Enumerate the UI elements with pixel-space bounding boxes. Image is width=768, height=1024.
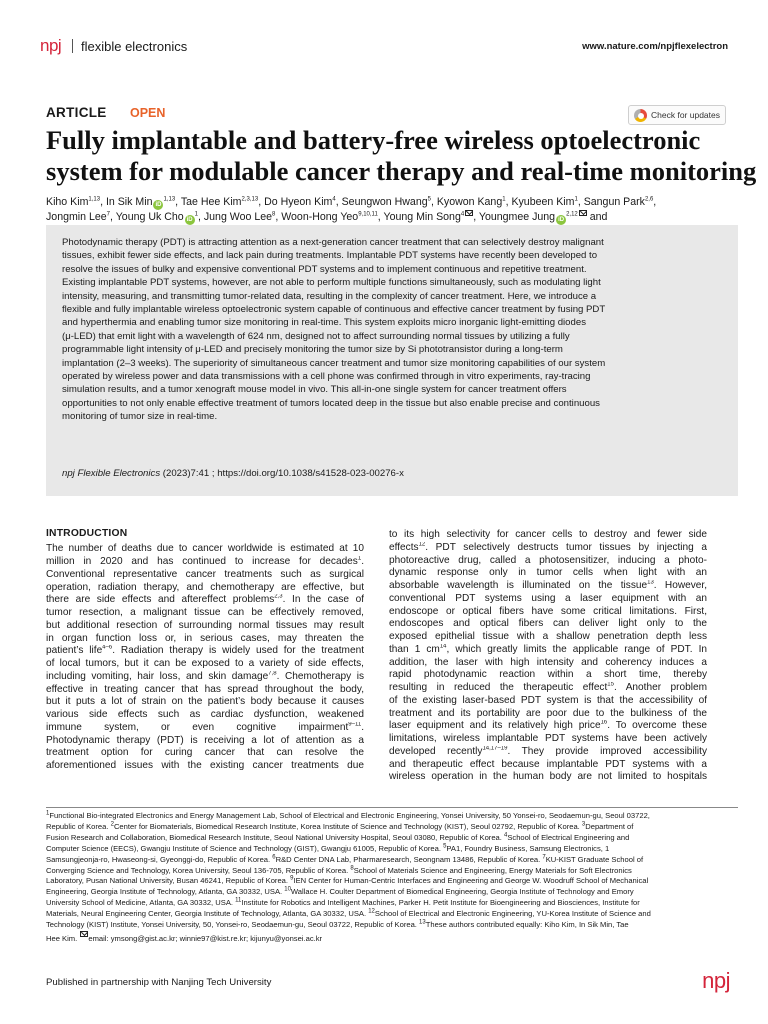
text-run: effective in treating cancer that has spread throughout the body, (46, 683, 364, 695)
text-run: , which greatly limits the applicable range of PDT. In (446, 643, 707, 655)
intro-right-text (389, 529, 707, 784)
abstract-line: simulation results, and a tumor xenograft mouse model in vivo. This all-in-one single system for cancer treatment offers (62, 384, 567, 396)
text-line (46, 760, 364, 773)
text-run: Photodynamic therapy (PDT) is receiving a lot of attention as a (46, 734, 364, 746)
reference-superscript[interactable]: 9,10,11 (358, 211, 378, 218)
text-run: Wallace H. Coulter Department of Biomedical Engineering, Georgia Institute of Technology and Emory (290, 887, 634, 897)
abstract-line: tissues, exhibit fewer side effects, and lack pain during treatments. Implantable PDT systems have recently been developed to (62, 250, 598, 262)
text-line (389, 669, 707, 682)
text-run: , Seungwon Hwang (335, 196, 428, 208)
text-run: , Tae Hee Kim (175, 196, 242, 208)
reference-superscript[interactable]: 5 (427, 196, 431, 203)
text-line (46, 709, 364, 722)
text-run: laser equipment and its relatively high price (389, 720, 601, 732)
reference-superscript[interactable]: 12 (418, 541, 426, 548)
text-run: aforementioned issues with the existing cancer treatments due (46, 760, 364, 771)
text-run: developed recently (389, 745, 483, 757)
reference-superscript[interactable]: 14,17–19 (482, 745, 508, 752)
text-line (46, 722, 364, 735)
text-line (389, 631, 707, 644)
footnote-line (46, 909, 738, 920)
text-run: tumor resection, a malignant tissue can be effectively removed, (46, 607, 364, 618)
abstract-line: programmable light intensity of μ-LED and precisely monitoring the tumor size by Si phototransistor during a long-term (62, 344, 563, 356)
citation-line (62, 468, 404, 479)
text-run: PA1, Foundry Business, Samsung Electronics, 1 (446, 843, 610, 853)
article-type-row (46, 105, 726, 125)
text-run: , Young Min Song (377, 211, 461, 223)
text-run: endoscope or optical fibers have some critical limitations. First, (389, 605, 707, 617)
article-title (46, 125, 757, 187)
text-run: treatment option for curing cancer that can resolve the (46, 747, 364, 759)
reference-superscript[interactable]: 2,3 (274, 594, 283, 600)
text-run: patient’s life (46, 645, 103, 657)
citation-journal: npj Flexible Electronics (62, 468, 161, 479)
reference-superscript[interactable]: 7 (106, 211, 111, 218)
intro-right-column (389, 529, 707, 784)
footnote-line (46, 844, 738, 855)
text-line (389, 555, 707, 568)
reference-superscript[interactable]: 3 (581, 821, 586, 828)
check-updates-label: Check for updates (651, 110, 720, 120)
text-run: . (361, 721, 364, 733)
reference-superscript[interactable]: 7 (542, 854, 546, 861)
journal-name[interactable]: flexible electronics (81, 39, 188, 54)
text-run: , Kyowon Kang (430, 196, 503, 208)
text-run: Functional Bio-integrated Electronics and Energy Management Lab, School of Electrical and Electronic Engineering, Yonsei University, 50 Yonsei-ro, Seodaemun-gu, Seoul 03722, (49, 811, 650, 820)
text-run: School of Electrical Engineering and (507, 832, 630, 842)
text-line (46, 645, 364, 658)
text-line (46, 556, 364, 569)
text-run: endoscopes and optical fibers can deliver light only to the (389, 618, 707, 630)
text-run: photoreactive drug, called a photosensitizer, inducing a photo- (389, 554, 707, 566)
reference-superscript[interactable]: 4 (503, 832, 508, 839)
reference-superscript[interactable]: 4–6 (102, 645, 113, 651)
reference-superscript[interactable]: 9 (290, 875, 294, 882)
text-run: than 1 cm (389, 643, 440, 655)
affiliations-footnotes (46, 811, 738, 945)
publisher-partner-note: Published in partnership with Nanjing Tech University (46, 977, 272, 988)
footnote-line (46, 866, 738, 877)
reference-superscript[interactable]: 2,3,13 (241, 196, 259, 203)
reference-superscript[interactable]: 1,13 (88, 196, 101, 203)
reference-superscript[interactable]: 4 (332, 196, 336, 203)
title-line: Fully implantable and battery-free wireless optoelectronic (46, 125, 701, 155)
text-run: R&D Center DNA Lab, Pharmaresearch, Seongnam 13486, Republic of Korea. (275, 854, 543, 864)
reference-superscript[interactable]: 1,13 (163, 196, 176, 203)
text-run: absorbable wavelength is illuminated on the tissue (389, 580, 648, 591)
reference-superscript[interactable]: 1 (357, 556, 362, 562)
text-run: and (586, 211, 608, 223)
text-line (389, 695, 707, 708)
reference-superscript[interactable]: 13 (419, 919, 426, 926)
footnote-line (46, 876, 738, 887)
reference-superscript[interactable]: 10 (284, 886, 291, 893)
check-updates-icon (634, 109, 647, 122)
reference-superscript[interactable]: 6 (272, 854, 276, 861)
text-run: , In Sik Min (100, 196, 153, 208)
text-run: in organ function loss or, in serious cases, may threaten the (46, 632, 364, 644)
text-run: of the existing laser-based PDT system is that the accessibility of (389, 694, 707, 706)
text-line (389, 720, 707, 733)
text-run: dynamic response only in tumor cells when light with an (389, 567, 707, 579)
text-line (46, 607, 364, 620)
text-run: exposed epithelial tissue with a shallow penetration depth less (389, 631, 707, 642)
text-line (46, 569, 364, 582)
abstract-line: resolve the issues of bulky and expensive conventional PDT systems and to implement continuous and repetitive treatment. (62, 263, 587, 275)
reference-superscript[interactable]: 2 (110, 821, 114, 828)
reference-superscript[interactable]: 9–11 (348, 721, 362, 728)
text-run: , Woon-Hong Yeo (275, 211, 359, 223)
text-run: , Youngmee Jung (473, 211, 556, 223)
text-line (46, 658, 364, 671)
journal-header (40, 36, 728, 56)
title-line: system for modulable cancer therapy and real-time monitoring (46, 156, 757, 186)
text-line (389, 542, 707, 555)
text-run: rapid photodynamic reaction within a short time, thereby (389, 669, 707, 681)
text-run: School of Electrical and Electronic Engineering, YU-Korea Institute of Science and (374, 909, 651, 919)
text-run: Department of (585, 821, 634, 831)
author-line (46, 210, 736, 225)
text-line (389, 606, 707, 619)
reference-superscript[interactable]: 8 (350, 865, 354, 871)
text-line (389, 618, 707, 631)
reference-superscript[interactable]: 2,12 (566, 211, 578, 218)
text-run: Computer Science (EECS), Gwangju Institute of Science and Technology (GIST), Gwangju 61005, Republic of Korea. (46, 843, 444, 853)
text-run: including vomiting, hair loss, and skin damage (46, 670, 269, 682)
text-run: million in 2020 and has continued to increase for decades (46, 556, 358, 567)
text-run: to its high selectivity for cancer cells to destroy and fewer side (389, 529, 707, 540)
text-run: email: ymsong@gist.ac.kr; winnie97@kist.re.kr; kijunyu@yonsei.ac.kr (88, 933, 323, 943)
text-line (46, 735, 364, 748)
footnote-line (46, 833, 738, 844)
abstract-line: opportunities to not only enable effective treatment of tumors located deep in the tissue but also enable precise and continuous (62, 397, 600, 409)
text-run: Materials, Neural Engineering Center, Georgia Institute of Technology, Atlanta, GA 30332, USA. (46, 909, 369, 919)
reference-superscript[interactable]: 5 (443, 843, 447, 850)
text-run: Conventional representative cancer treatments such as surgical (46, 568, 364, 580)
text-run: Laboratory, Pusan National University, Busan 46241, Republic of Korea. (46, 876, 291, 886)
reference-superscript[interactable]: 1 (502, 196, 506, 203)
text-line (389, 708, 707, 721)
email-icon[interactable] (80, 931, 88, 937)
orcid-icon[interactable]: iD (558, 217, 565, 223)
reference-superscript[interactable]: 11 (235, 897, 242, 904)
citation-doi-link[interactable]: (2023)7:41 ; https://doi.org/10.1038/s41528-023-00276-x (160, 468, 404, 479)
text-run: operation, radiation therapy, and chemotherapy are effective, but (46, 581, 364, 593)
text-line (389, 529, 707, 542)
text-line (389, 644, 707, 657)
text-line (389, 567, 707, 580)
text-run: , Young Uk Cho (110, 211, 184, 223)
reference-superscript[interactable]: 13 (647, 580, 654, 586)
abstract-text (62, 236, 724, 424)
text-run: , Do Hyeon Kim (258, 196, 333, 208)
footnote-line (46, 887, 738, 898)
reference-superscript[interactable]: 1 (574, 196, 578, 203)
text-run: limitations, wireless implantable PDT systems have been actively (389, 733, 707, 744)
email-icon[interactable] (465, 210, 473, 216)
text-run: resulting in reduced the therapeutic effect (389, 682, 608, 693)
footnote-divider (46, 807, 738, 808)
text-run: School of Materials Science and Engineering, Energy Materials for Soft Electronics (353, 865, 632, 875)
text-run: but it puts a lot of strain on the patient’s body because it causes (46, 696, 364, 708)
text-line (389, 682, 707, 695)
text-run: KU-KIST Graduate School of (545, 854, 644, 864)
text-run: effects (389, 541, 419, 553)
text-line (389, 657, 707, 670)
orcid-icon[interactable]: iD (155, 202, 162, 208)
text-line (389, 759, 707, 772)
article-type-label: ARTICLE (46, 105, 107, 120)
footnote-line (46, 920, 738, 931)
check-for-updates-button[interactable] (628, 105, 726, 125)
text-run: , (653, 196, 657, 208)
text-line (46, 671, 364, 684)
text-run: . To overcome these (607, 720, 707, 732)
text-line (389, 733, 707, 746)
reference-superscript[interactable]: 2,6 (644, 196, 654, 203)
text-line (46, 696, 364, 709)
text-run: Institute for Robotics and Intelligent Machines, Parker H. Petit Institute for Bioengineering and Biosciences, Institute for (241, 898, 640, 908)
text-run: various side effects such as cardiac dysfunction, weakened (46, 709, 364, 720)
abstract-line: implantation (2–3 weeks). The superiority of simultaneous cancer treatment and tumor size monitoring capabilities of our system (62, 357, 606, 369)
abstract-line: and hyperthermia and enabling tumor size monitoring in real-time. This system exploits micro inorganic light-emitting diodes (62, 317, 586, 329)
footnote-line (46, 855, 738, 866)
abstract-line: Photodynamic therapy (PDT) is attracting attention as a next-generation cancer treatment that can selectively destroy malignant (62, 237, 604, 248)
reference-superscript[interactable]: 14 (439, 643, 447, 650)
text-run: conventional PDT systems using a laser equipment with an (389, 592, 707, 604)
abstract-line: monitoring of tumor size in real-time. (62, 411, 218, 423)
text-run: wireless operation in the human body are not limited to hospitals (389, 771, 707, 783)
text-run: Kiho Kim (46, 196, 89, 208)
text-run: Center for Biomaterials, Biomedical Research Institute, Korea Institute of Science and Technology (KIST), Seoul 02792, Republic of Korea. (113, 821, 582, 831)
text-run: . They provide improved accessibility (507, 745, 707, 757)
text-run: University School of Medicine, Atlanta, GA 30332, USA. (46, 898, 236, 908)
text-run: Republic of Korea. (46, 821, 111, 831)
text-run: . (361, 556, 364, 567)
open-access-badge: OPEN (130, 106, 166, 120)
text-run: . Radiation therapy is widely used for the treatment (112, 645, 364, 657)
text-line (46, 747, 364, 760)
footnote-line (46, 822, 738, 833)
abstract-line: intensity, measuring, and transmitting tumor-related data, resulting in the complexity of cancer treatment. Here, we introduce a (62, 290, 597, 302)
footnote-line (46, 898, 738, 909)
reference-superscript[interactable]: 16 (600, 720, 608, 726)
text-line (389, 746, 707, 759)
journal-url-link[interactable]: www.nature.com/npjflexelectron (582, 41, 728, 52)
text-run: These authors contributed equally: Kiho Kim, In Sik Min, Tae (425, 920, 629, 930)
text-run: . PDT selectively destructs tumor tissues by injecting a (425, 541, 707, 553)
text-run: IEN Center for Human-Centric Interfaces and Engineering and George W. Woodruff School of Mechanical (293, 876, 649, 886)
text-run: there are side effects and aftereffect problems (46, 594, 275, 606)
footnote-line (46, 811, 738, 822)
npj-logo[interactable]: npj (40, 36, 62, 55)
reference-superscript[interactable]: 15 (607, 682, 614, 688)
text-run: immune system, or even cognitive impairment (46, 721, 349, 733)
text-run: , Jung Woo Lee (197, 211, 272, 223)
text-line (389, 771, 707, 784)
text-run: Converging Science and Technology, Korea University, Seoul 136-705, Republic of Korea. (46, 865, 351, 875)
email-icon[interactable] (579, 210, 587, 216)
reference-superscript[interactable]: 1 (46, 810, 50, 817)
text-run: Technology (KIST) Institute, Yonsei University, 50, Yonsei-ro, Seodaemun-gu, Seoul 03722, Republic of Korea. (46, 920, 420, 930)
abstract-line: Existing implantable PDT systems, however, are not able to perform multiple functions simultaneously, such as modulating light (62, 277, 601, 289)
reference-superscript[interactable]: 1 (194, 211, 198, 218)
orcid-icon[interactable]: iD (186, 217, 193, 223)
reference-superscript[interactable]: 8 (272, 211, 276, 218)
text-line (389, 593, 707, 606)
text-run: , Kyubeen Kim (505, 196, 575, 208)
abstract-line: operated by wireless power and data transmissions with a cell phone was confirmed through in vitro experiments, ray-tracing (62, 371, 591, 383)
text-run: . In the case of (282, 594, 364, 606)
text-run: treatment and its portability are poor due to the bulkiness of the (389, 707, 707, 719)
section-heading-introduction: INTRODUCTION (46, 528, 128, 539)
text-run: Samsungjeonja-ro, Hwaseong-si, Gyeonggi-do, Republic of Korea. (46, 854, 273, 864)
reference-superscript[interactable]: 7,8 (268, 670, 277, 677)
text-run: but additional resection of surrounding normal tissues may result (46, 619, 364, 631)
text-run: , Sangun Park (577, 196, 645, 208)
text-line (46, 620, 364, 633)
text-run: Fusion Research and Collaboration, Biomedical Research Institute, Seoul National University Hospital, Seoul 03080, Republic of Korea. (46, 832, 504, 842)
intro-left-column (46, 528, 364, 773)
footnote-line (46, 931, 738, 945)
intro-left-text (46, 543, 364, 773)
author-line (46, 195, 736, 210)
text-run: Hee Kim. (46, 933, 80, 943)
abstract-line: (μ-LED) that emit light with a wavelength of 624 nm, designed not to affect surrounding normal tissues by utilizing a fully (62, 330, 570, 342)
text-run: of local tumors, but it can be exposed to a variety of side effects, (46, 658, 364, 669)
text-run: and therapeutic effect because implantable PDT systems with a (389, 758, 707, 770)
text-line (46, 594, 364, 607)
text-run: Jongmin Lee (46, 211, 107, 223)
text-run: addition, the laser with high intensity and coherency induces a (389, 656, 707, 668)
text-run: . Another problem (613, 682, 707, 693)
reference-superscript[interactable]: 12 (368, 908, 375, 915)
text-run: The number of deaths due to cancer worldwide is estimated at 10 (46, 543, 364, 555)
text-line (46, 543, 364, 556)
text-line (46, 633, 364, 646)
npj-footer-logo: npj (702, 968, 730, 993)
abstract-line: flexible and fully implantable wireless optoelectronic system capable of continuous and effective cancer treatment by fusing PDT (62, 304, 606, 316)
header-divider (72, 39, 73, 53)
abstract-box (46, 225, 738, 496)
text-run: Engineering, Georgia Institute of Technology, Atlanta, GA 30332, USA. (46, 887, 285, 897)
text-run: . However, (653, 580, 707, 591)
text-line (389, 580, 707, 593)
reference-superscript[interactable]: 4 (460, 211, 465, 218)
text-run: . Chemotherapy is (276, 670, 364, 682)
text-line (46, 684, 364, 697)
text-line (46, 582, 364, 595)
